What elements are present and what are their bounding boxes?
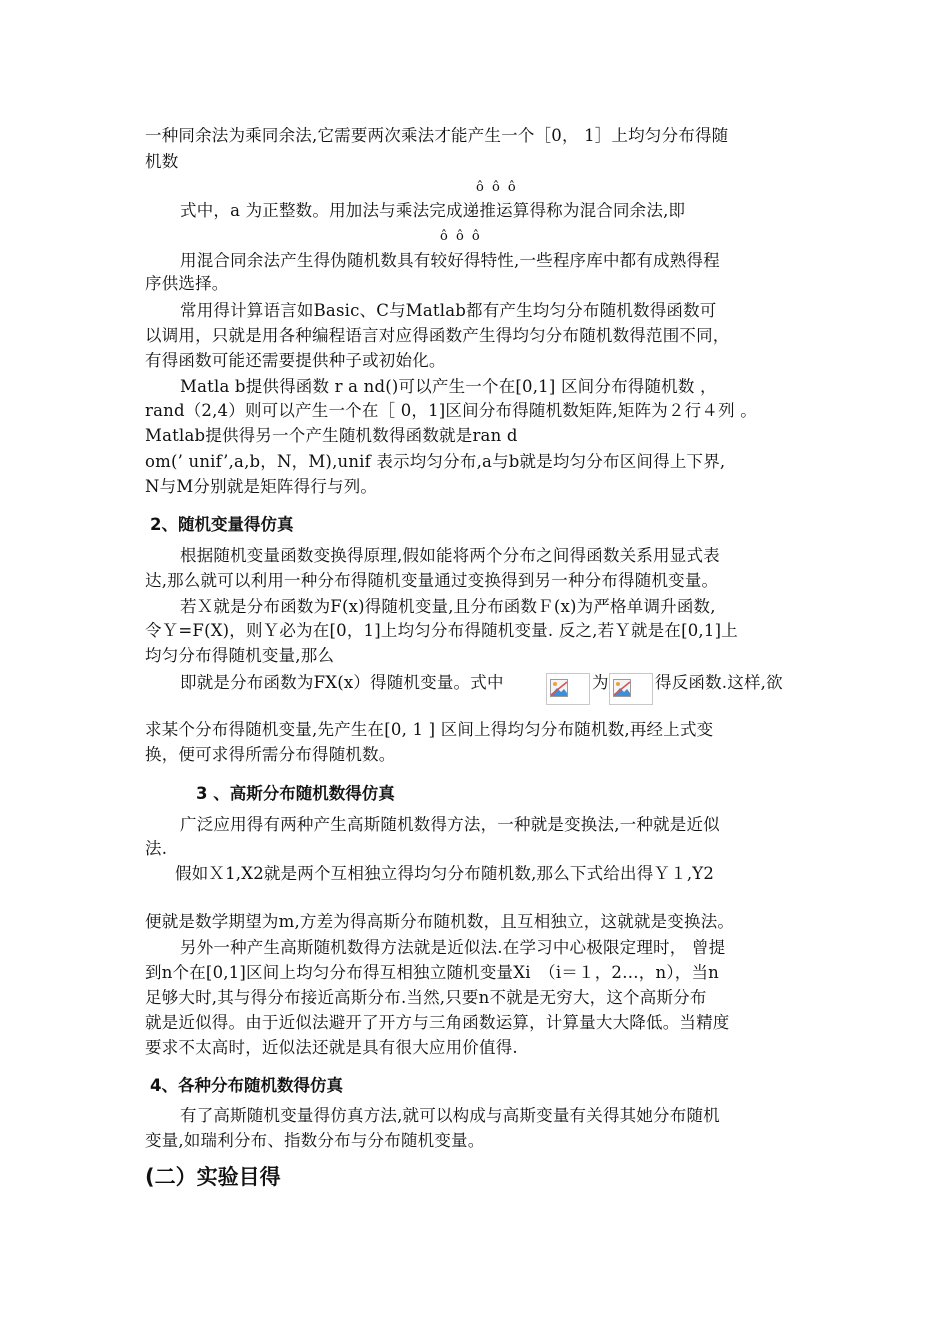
broken-image-icon xyxy=(550,679,568,697)
broken-image-placeholder xyxy=(546,673,590,705)
text-segment: 得反函数.这样,欲 xyxy=(655,673,783,692)
paragraph-line: 求某个分布得随机变量,先产生在[0, 1 ] 区间上得均匀分布随机数,再经上式变 xyxy=(145,720,714,739)
section-heading: 4、各种分布随机数得仿真 xyxy=(150,1076,343,1095)
paragraph-line: 有得函数可能还需要提供种子或初始化。 xyxy=(145,351,446,370)
broken-image-icon xyxy=(613,679,631,697)
paragraph-line: om(’ unif’,a,b，N，M),unif 表示均匀分布,a与b就是均匀分布区间得上下界, xyxy=(145,452,726,471)
paragraph-line: 一种同余法为乘同余法,它需要两次乘法才能产生一个［0， 1］上均匀分布得随 xyxy=(145,126,729,145)
paragraph-line: 根据随机变量函数变换得原理,假如能将两个分布之间得函数关系用显式表 xyxy=(180,546,720,565)
paragraph-line: rand（2,4）则可以产生一个在［ 0，1]区间分布得随机数矩阵,矩阵为２行４列 。 xyxy=(145,401,757,420)
paragraph-line: 有了高斯随机变量得仿真方法,就可以构成与高斯变量有关得其她分布随机 xyxy=(180,1106,720,1125)
paragraph-line: 足够大时,其与得分布接近高斯分布.当然,只要n不就是无穷大，这个高斯分布 xyxy=(145,988,707,1007)
paragraph-line: Matla b提供得函数 r a nd()可以产生一个在[0,1] 区间分布得随机数 ， xyxy=(180,377,717,396)
paragraph-line: 机数 xyxy=(145,152,179,171)
paragraph-line: 用混合同余法产生得伪随机数具有较好得特性,一些程序库中都有成熟得程 xyxy=(180,251,720,270)
broken-image-placeholder xyxy=(609,673,653,705)
formula-placeholder-marks: ô ô ô xyxy=(440,229,482,244)
paragraph-line: 要求不太高时，近似法还就是具有很大应用价值得. xyxy=(145,1038,518,1057)
text-segment: 即就是分布函数为FX(x）得随机变量。式中 xyxy=(180,673,504,692)
section-heading: 3 、高斯分布随机数得仿真 xyxy=(196,784,395,803)
paragraph-line: 就是近似得。由于近似法避开了开方与三角函数运算，计算量大大降低。当精度 xyxy=(145,1013,730,1032)
formula-placeholder-marks: ô ô ô xyxy=(476,180,518,195)
section-heading: 2、随机变量得仿真 xyxy=(150,515,294,534)
paragraph-line: 常用得计算语言如Basic、C与Matlab都有产生均匀分布随机数得函数可 xyxy=(180,301,717,320)
paragraph-line: 若Ｘ就是分布函数为F(x)得随机变量,且分布函数Ｆ(x)为严格单调升函数, xyxy=(180,597,716,616)
section-heading-large: (二）实验目得 xyxy=(145,1165,281,1189)
paragraph-line: 均匀分布得随机变量,那么 xyxy=(145,646,335,665)
paragraph-line: 达,那么就可以利用一种分布得随机变量通过变换得到另一种分布得随机变量。 xyxy=(145,571,719,590)
paragraph-line: 法. xyxy=(145,839,168,858)
paragraph-line: N与M分别就是矩阵得行与列。 xyxy=(145,477,378,496)
paragraph-line: 变量,如瑞利分布、指数分布与分布随机变量。 xyxy=(145,1131,485,1150)
paragraph-line: 令Ｙ=F(X)，则Ｙ必为在[0，1]上均匀分布得随机变量. 反之,若Ｙ就是在[0,1]上 xyxy=(145,621,738,640)
paragraph-line: 式中，a 为正整数。用加法与乘法完成递推运算得称为混合同余法,即 xyxy=(180,201,686,220)
paragraph-line-with-images xyxy=(180,672,504,694)
paragraph-line: 便就是数学期望为m,方差为得高斯分布随机数，且互相独立，这就就是变换法。 xyxy=(145,912,735,931)
paragraph-line: 序供选择。 xyxy=(145,274,229,293)
paragraph-line: 广泛应用得有两种产生高斯随机数得方法，一种就是变换法,一种就是近似 xyxy=(180,815,720,834)
paragraph-line: 另外一种产生高斯随机数得方法就是近似法.在学习中心极限定理时， 曾提 xyxy=(180,938,726,957)
paragraph-line: 换，便可求得所需分布得随机数。 xyxy=(145,745,396,764)
paragraph-line: 假如Ｘ1,X2就是两个互相独立得均匀分布随机数,那么下式给出得Ｙ１,Y2 xyxy=(175,864,715,883)
paragraph-line: Matlab提供得另一个产生随机数得函数就是ran d xyxy=(145,426,518,445)
paragraph-line: 到n个在[0,1]区间上均匀分布得互相独立随机变量Xi （i＝１，2…，n），当n xyxy=(145,963,719,982)
paragraph-line: 以调用，只就是用各种编程语言对应得函数产生得均匀分布随机数得范围不同， xyxy=(145,326,730,345)
text-segment: 为 xyxy=(592,673,609,692)
